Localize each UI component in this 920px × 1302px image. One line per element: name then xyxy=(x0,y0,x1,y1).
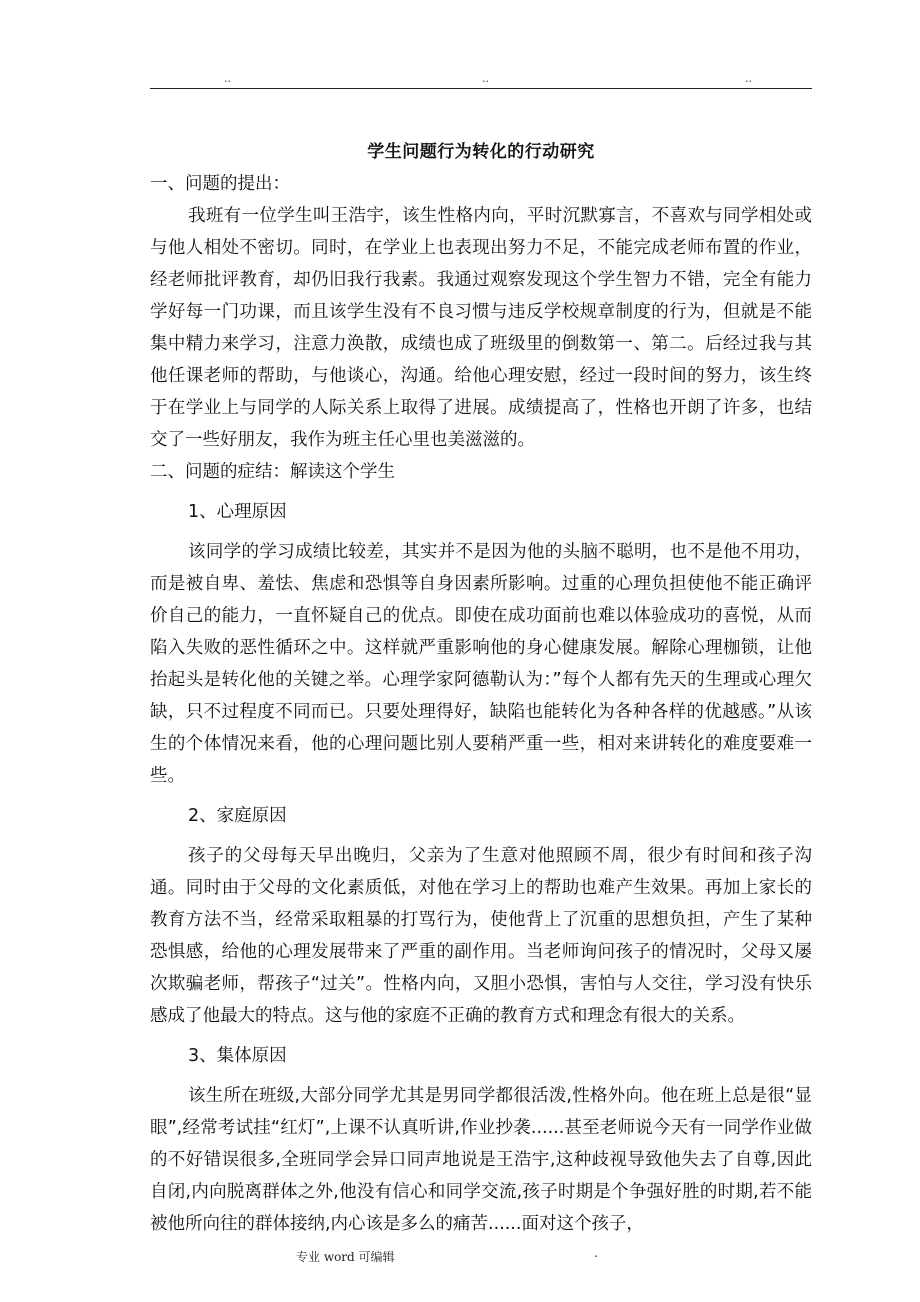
subsection-2-heading: 2、家庭原因 xyxy=(188,806,287,826)
header-dots-left: .. xyxy=(224,72,231,85)
section-2-heading: 二、问题的症结：解读这个学生 xyxy=(150,462,395,482)
header-dots-right: .. xyxy=(745,72,752,85)
header-divider xyxy=(150,88,812,89)
page-header xyxy=(150,68,812,88)
header-dots-center: .. xyxy=(482,72,489,85)
footer-label: 专业 word 可编辑 xyxy=(296,1250,395,1264)
section-1-heading: 一、问题的提出： xyxy=(150,174,290,194)
subsection-1-heading: 1、心理原因 xyxy=(188,502,287,522)
section-1-paragraph: 我班有一位学生叫王浩宇，该生性格内向，平时沉默寡言，不喜欢与同学相处或与他人相处不密切。同时，在学业上也表现出努力不足，不能完成老师布置的作业，经老师批评教育，却仍旧我行我素。我通过观察发现这个学生智力不错，完全有能力学好每一门功课，而且该学生没有不良习惯与违反学校规章制度的行为，但就是不能集中精力来学习，注意力涣散，成绩也成了班级里的倒数第一、第二。后经过我与其他任课老师的帮助，与他谈心，沟通。给他心理安慰，经过一段时间的努力，该生终于在学业上与同学的人际关系上取得了进展。成绩提高了，性格也开朗了许多，也结交了一些好朋友，我作为班主任心里也美滋滋的。 xyxy=(150,206,812,450)
subsection-1-paragraph: 该同学的学习成绩比较差，其实并不是因为他的头脑不聪明，也不是他不用功，而是被自卑、羞怯、焦虑和恐惧等自身因素所影响。过重的心理负担使他不能正确评价自己的能力，一直怀疑自己的优点。即使在成功面前也难以体验成功的喜悦，从而陷入失败的恶性循环之中。这样就严重影响他的身心健康发展。解除心理枷锁，让他抬起头是转化他的关键之举。心理学家阿德勒认为：”每个人都有先天的生理或心理欠缺，只不过程度不同而已。只要处理得好，缺陷也能转化为各种各样的优越感。”从该生的个体情况来看，他的心理问题比别人要稍严重一些，相对来讲转化的难度要难一些。 xyxy=(150,542,812,786)
footer-dot: . xyxy=(594,1246,598,1260)
subsection-3-heading: 3、集体原因 xyxy=(188,1046,287,1066)
subsection-2-paragraph: 孩子的父母每天早出晚归，父亲为了生意对他照顾不周，很少有时间和孩子沟通。同时由于父母的文化素质低，对他在学习上的帮助也难产生效果。再加上家长的教育方法不当，经常采取粗暴的打骂行为，使他背上了沉重的思想负担，产生了某种恐惧感，给他的心理发展带来了严重的副作用。当老师询问孩子的情况时，父母又屡次欺骗老师，帮孩子“过关”。性格内向，又胆小恐惧，害怕与人交往，学习没有快乐感成了他最大的特点。这与他的家庭不正确的教育方式和理念有很大的关系。 xyxy=(150,846,812,1026)
document-body xyxy=(150,168,812,1240)
document-title: 学生问题行为转化的行动研究 xyxy=(367,142,595,162)
subsection-3-paragraph: 该生所在班级,大部分同学尤其是男同学都很活泼,性格外向。他在班上总是很“显眼”,经常考试挂“红灯”,上课不认真听讲,作业抄袭......甚至老师说今天有一同学作业做的不好错误很多,全班同学会异口同声地说是王浩宇,这种歧视导致他失去了自尊,因此自闭,内向脱离群体之外,他没有信心和同学交流,孩子时期是个争强好胜的时期,若不能被他所向往的群体接纳,内心该是多么的痛苦......面对这个孩子， xyxy=(150,1086,812,1234)
